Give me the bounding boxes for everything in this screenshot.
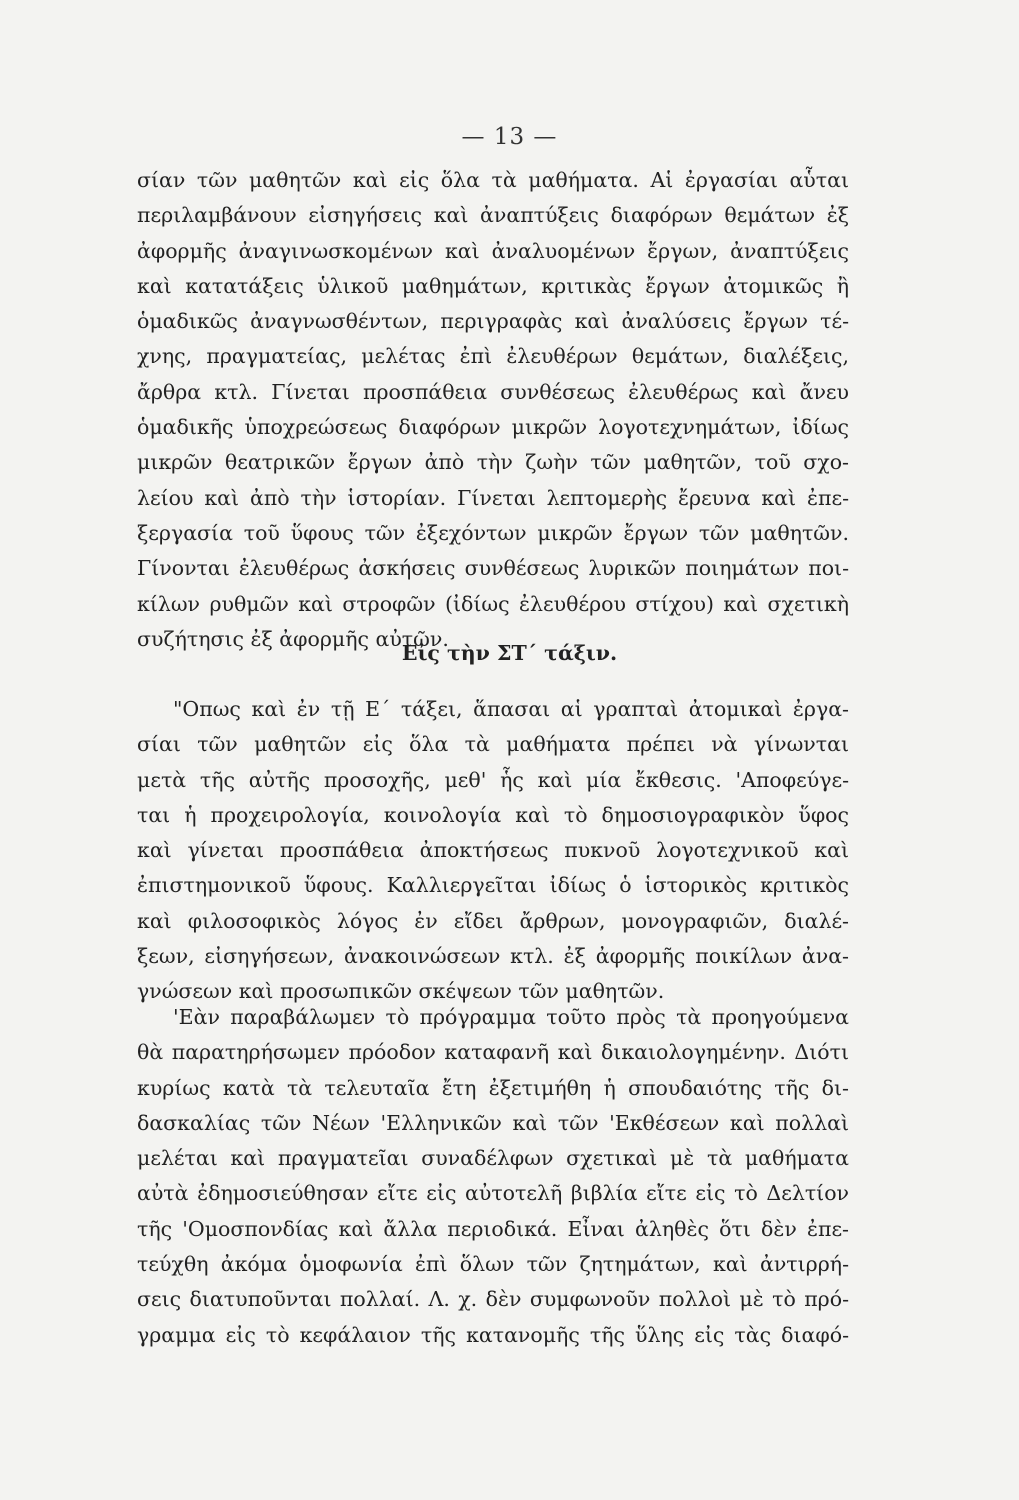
text-line: ἐπιστημονικοῦ ὕφους. Καλλιεργεῖται ἰδίως ὁ ἱστορικὸς κριτικὸς bbox=[137, 873, 849, 898]
text-line: καὶ γίνεται προσπάθεια ἀποκτήσεως πυκνοῦ λογοτεχνικοῦ καὶ bbox=[137, 838, 849, 863]
text-line: Γίνονται ἐλευθέρως ἀσκήσεις συνθέσεως λυρικῶν ποιημάτων ποι- bbox=[137, 556, 849, 581]
text-line: καὶ κατατάξεις ὑλικοῦ μαθημάτων, κριτικὰς ἔργων ἀτομικῶς ἢ bbox=[137, 273, 849, 298]
text-line: ἄρθρα κτλ. Γίνεται προσπάθεια συνθέσεως ἐλευθέρως καὶ ἄνευ bbox=[137, 379, 849, 404]
text-line: κυρίως κατὰ τὰ τελευταῖα ἔτη ἐξετιμήθη ἡ σπουδαιότης τῆς δι- bbox=[137, 1075, 849, 1100]
text-line: ται ἡ προχειρολογία, κοινολογία καὶ τὸ δημοσιογραφικὸν ὕφος bbox=[137, 802, 849, 827]
text-line: γνώσεων καὶ προσωπικῶν σκέψεων τῶν μαθητῶν. bbox=[137, 979, 665, 1004]
text-line: θὰ παρατηρήσωμεν πρόοδον καταφανῆ καὶ δικαιολογημένην. Διότι bbox=[137, 1040, 849, 1065]
text-line: μετὰ τῆς αὐτῆς προσοχῆς, μεθ' ἧς καὶ μία ἔκθεσις. 'Αποφεύγε- bbox=[137, 767, 849, 792]
text-line: αὐτὰ ἐδημοσιεύθησαν εἴτε εἰς αὐτοτελῆ βιβλία εἴτε εἰς τὸ Δελτίον bbox=[137, 1181, 849, 1206]
text-line: δασκαλίας τῶν Νέων 'Ελληνικῶν καὶ τῶν 'Εκθέσεων καὶ πολλαὶ bbox=[137, 1110, 849, 1135]
text-line: ἀφορμῆς ἀναγινωσκομένων καὶ ἀναλυομένων ἔργων, ἀναπτύξεις bbox=[137, 238, 849, 263]
text-line: ξεργασία τοῦ ὕφους τῶν ἐξεχόντων μικρῶν ἔργων τῶν μαθητῶν. bbox=[137, 520, 849, 545]
text-line: συζήτησις ἐξ ἀφορμῆς αὐτῶν. bbox=[137, 626, 449, 651]
text-line: τεύχθη ἀκόμα ὁμοφωνία ἐπὶ ὅλων τῶν ζητημάτων, καὶ ἀντιρρή- bbox=[137, 1252, 849, 1277]
text-line: μελέται καὶ πραγματεῖαι συναδέλφων σχετικαὶ μὲ τὰ μαθήματα bbox=[137, 1146, 849, 1171]
text-line: 'Εὰν παραβάλωμεν τὸ πρόγραμμα τοῦτο πρὸς τὰ προηγούμενα bbox=[173, 1005, 849, 1029]
text-line: λείου καὶ ἀπὸ τὴν ἱστορίαν. Γίνεται λεπτομερὴς ἔρευνα καὶ ἐπε- bbox=[137, 485, 849, 510]
text-line: περιλαμβάνουν εἰσηγήσεις καὶ ἀναπτύξεις διαφόρων θεμάτων ἐξ bbox=[137, 203, 849, 228]
text-line: ξεων, εἰσηγήσεων, ἀνακοινώσεων κτλ. ἐξ ἀφορμῆς ποικίλων ἀνα- bbox=[137, 944, 849, 969]
paragraph-1 bbox=[137, 163, 849, 657]
text-line: σίαν τῶν μαθητῶν καὶ εἰς ὅλα τὰ μαθήματα. Αἱ ἐργασίαι αὗται bbox=[137, 168, 849, 192]
text-line: ὁμαδικῶς ἀναγνωσθέντων, περιγραφὰς καὶ ἀναλύσεις ἔργων τέ- bbox=[137, 309, 849, 334]
text-line: μικρῶν θεατρικῶν ἔργων ἀπὸ τὴν ζωὴν τῶν μαθητῶν, τοῦ σχο- bbox=[137, 450, 849, 475]
paragraph-2 bbox=[137, 692, 849, 1010]
text-line: γραμμα εἰς τὸ κεφάλαιον τῆς κατανομῆς τῆς ὕλης εἰς τὰς διαφό- bbox=[137, 1322, 849, 1347]
text-line: "Οπως καὶ ἐν τῇ Ε΄ τάξει, ἅπασαι αἱ γραπταὶ ἀτομικαὶ ἐργα- bbox=[173, 697, 849, 721]
text-line: σεις διατυποῦνται πολλαί. Λ. χ. δὲν συμφωνοῦν πολλοὶ μὲ τὸ πρό- bbox=[137, 1287, 849, 1312]
page-number: — 13 — bbox=[461, 124, 558, 150]
text-line: σίαι τῶν μαθητῶν εἰς ὅλα τὰ μαθήματα πρέπει νὰ γίνωνται bbox=[137, 732, 849, 757]
text-line: ὁμαδικῆς ὑποχρεώσεως διαφόρων μικρῶν λογοτεχνημάτων, ἰδίως bbox=[137, 415, 849, 440]
text-line: τῆς 'Ομοσπονδίας καὶ ἄλλα περιοδικά. Εἶναι ἀληθὲς ὅτι δὲν ἐπε- bbox=[137, 1216, 849, 1241]
text-line: κίλων ρυθμῶν καὶ στροφῶν (ἰδίως ἐλευθέρου στίχου) καὶ σχετικὴ bbox=[137, 591, 849, 616]
text-line: χνης, πραγματείας, μελέτας ἐπὶ ἐλευθέρων θεμάτων, διαλέξεις, bbox=[137, 344, 849, 369]
text-line: καὶ φιλοσοφικὸς λόγος ἐν εἴδει ἄρθρων, μονογραφιῶν, διαλέ- bbox=[137, 908, 849, 933]
paragraph-3 bbox=[137, 1000, 849, 1353]
section-heading: Εἰς τὴν ΣΤ΄ τάξιν. bbox=[401, 641, 618, 665]
